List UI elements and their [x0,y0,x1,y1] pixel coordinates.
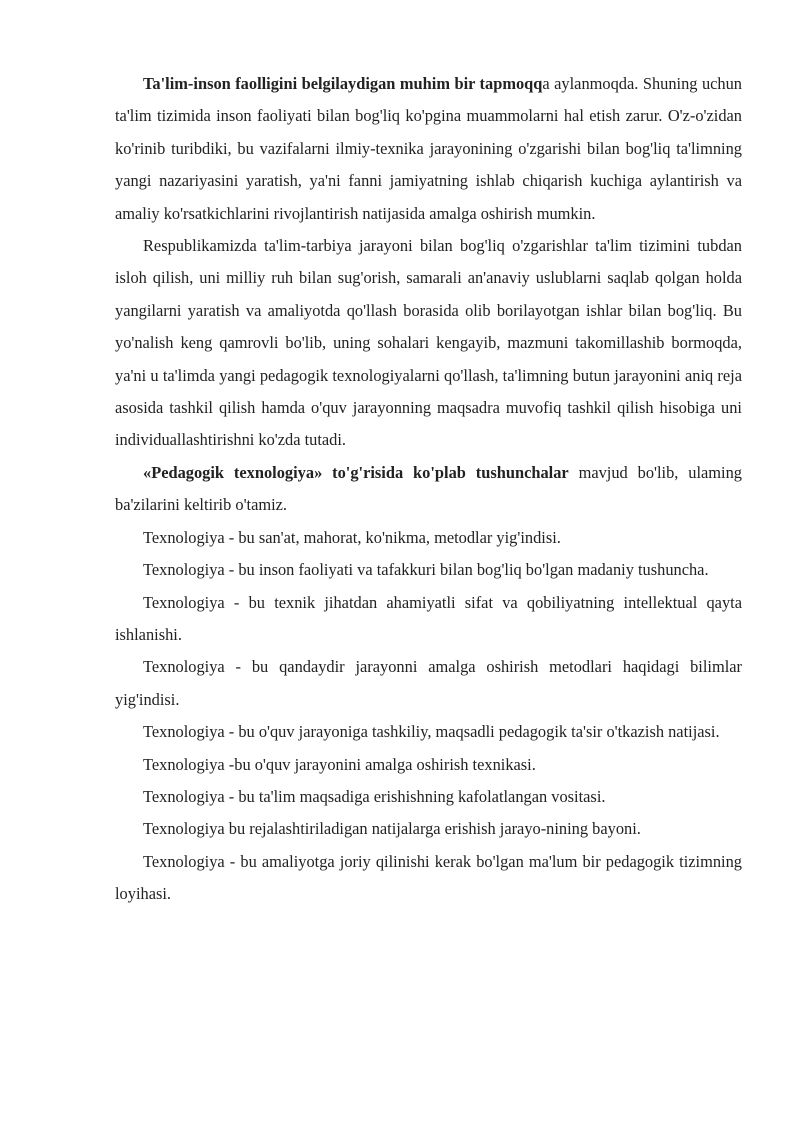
definition-item [115,716,742,748]
definition-item [115,846,742,911]
paragraph-intro [115,68,742,230]
definition-item [115,749,742,781]
paragraph-lead-bold: Ta'lim-inson faolligini belgilaydigan muhim bir tapmoqq [143,74,543,93]
definition-text: Texnologiya - bu inson faoliyati va tafakkuri bilan bog'liq bo'lgan madaniy tushuncha. [143,560,709,580]
paragraph-reform [115,230,742,457]
definition-text: Texnologiya - bu texnik jihatdan ahamiyatli sifat va qobiliyatning intellektual qayta ishlanishi. [115,592,742,644]
paragraph-text: a aylanmoqda. Shuning uchun ta'lim tizimida inson faoliyati bilan bog'liq ko'pgina muammolarni hal etish zarur. O'z-o'zidan ko'rinib turibdiki, bu vazifalarni ilmiy-texnika jarayonining o'zgarishi bilan bog'liq ta'limning yangi nazariyasini yaratish, ya'ni fanni jamiyatning ishlab chiqarish kuchiga aylantirish va amaliy ko'rsatkichlarini rivojlantirish natijasida amalga oshirish mumkin. [115,74,742,223]
definition-item [115,651,742,716]
definition-text: Texnologiya bu rejalashtiriladigan natijalarga erishish jarayo-nining bayoni. [143,819,641,839]
definition-item [115,587,742,652]
definition-text: Texnologiya - bu qandaydir jarayonni amalga oshirish metodlari haqidagi bilimlar yig'indisi. [115,657,742,709]
paragraph-definitions-intro [115,457,742,522]
definition-text: Texnologiya - bu san'at, mahorat, ko'nikma, metodlar yig'indisi. [143,527,561,547]
paragraph-text: Respublikamizda ta'lim-tarbiya jarayoni bilan bog'liq o'zgarishlar ta'lim tizimini tubdan isloh qilish, uni milliy ruh bilan sug'orish, samarali an'anaviy uslublarni saqlab qolgan holda yangilarni yaratish va amaliyotda qo'llash borasida olib borilayotgan ishlar bilan bog'liq. Bu yo'nalish keng qamrovli bo'lib, uning sohalari kengayib, mazmuni takomillashib bormoqda, ya'ni u ta'limda yangi pedagogik texnologiyalarni qo'llash, ta'limning butun jarayonini aniq reja asosida tashkil qilish hamda o'quv jarayonning maqsadra muvofiq tashkil qilish hisobiga uni individuallashtirishni ko'zda tutadi. [115,236,742,450]
definition-item [115,781,742,813]
definition-text: Texnologiya - bu ta'lim maqsadiga erishishning kafolatlangan vositasi. [143,786,606,806]
definition-text: Texnologiya - bu o'quv jarayoniga tashkiliy, maqsadli pedagogik ta'sir o'tkazish natijasi. [143,722,720,742]
paragraph-lead-bold: «Pedagogik texnologiya» to'g'risida ko'plab tushunchalar [143,462,569,482]
definition-text: Texnologiya -bu o'quv jarayonini amalga oshirish texnikasi. [143,754,536,774]
definition-text: Texnologiya - bu amaliyotga joriy qilinishi kerak bo'lgan ma'lum bir pedagogik tizimning loyihasi. [115,851,742,904]
document-page [115,68,742,911]
definition-item [115,813,742,845]
definition-item [115,522,742,554]
definition-item [115,554,742,586]
paragraph-text: mavjud bo'lib, ulaming ba'zilarini keltirib o'tamiz. [115,462,742,515]
